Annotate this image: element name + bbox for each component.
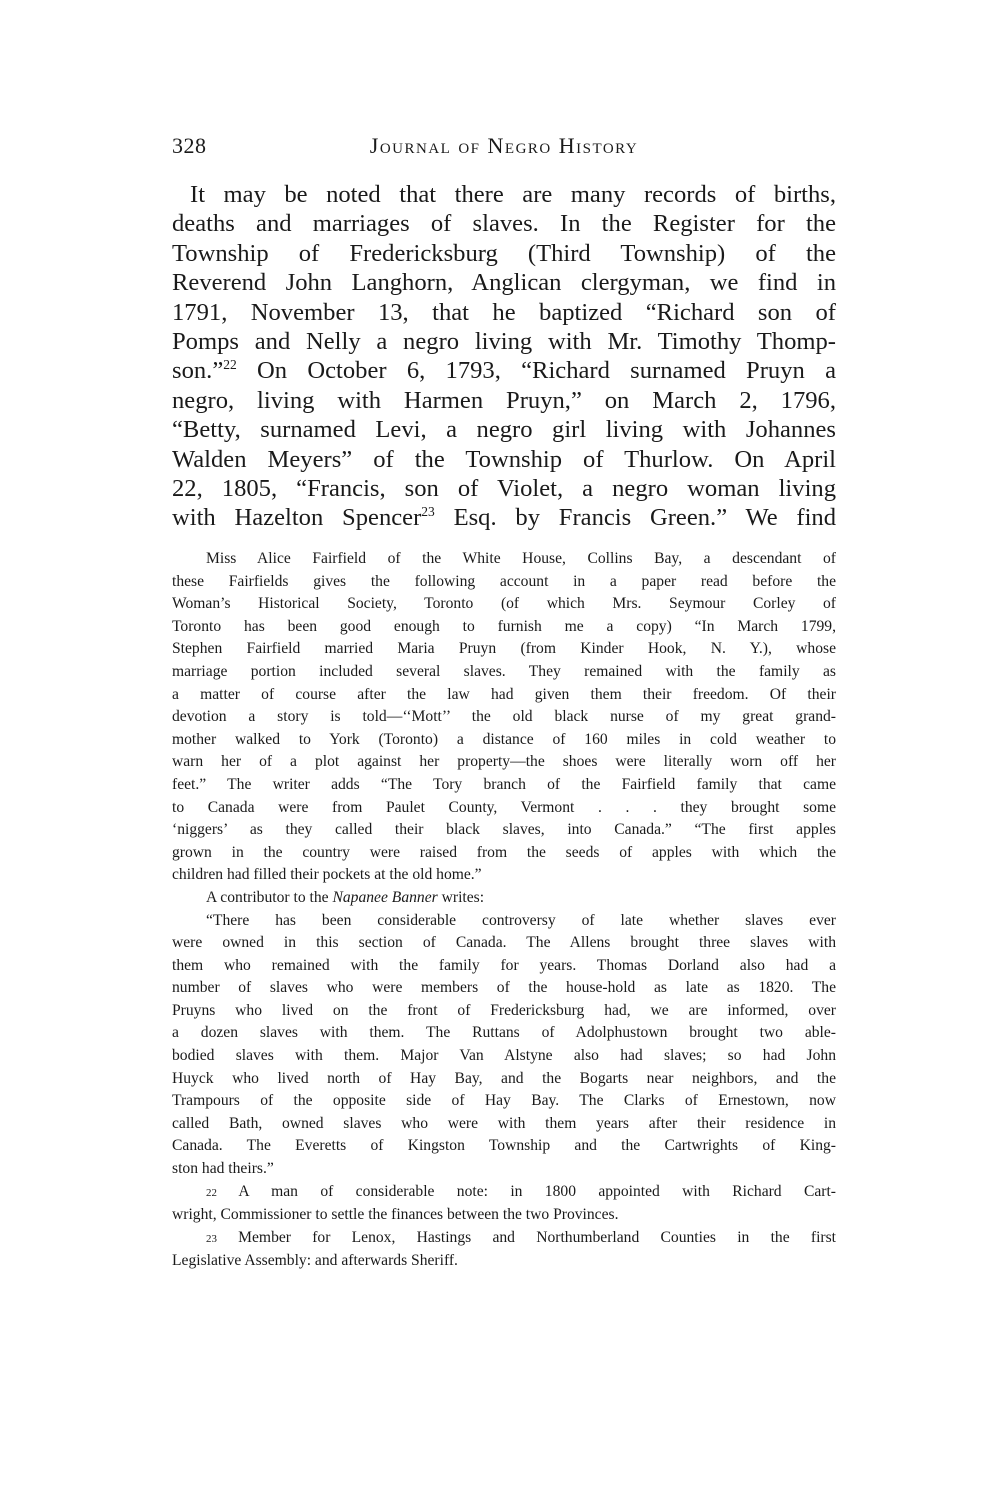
quote-line: were owned in this section of Canada. The Allens brought three slaves with [172,934,836,952]
napanee-quote [172,910,836,1181]
body-line [172,503,836,532]
note-line: Woman’s Historical Society, Toronto (of which Mrs. Seymour Corley of [172,595,836,613]
note-line: these Fairfields gives the following account in a paper read before the [172,572,836,590]
quote-line: bodied slaves with them. Major Van Alstyne also had slaves; so had John [172,1047,836,1065]
body-line: negro, living with Harmen Pruyn,” on March 2, 1796, [172,386,836,414]
footnote-mark: 22 [206,1186,217,1199]
footnote-line: Legislative Assembly: and afterwards Sheriff. [172,1252,458,1270]
body-text-fragment: Esq. by Francis Green.” We find [434,504,837,532]
footnote-mark: 23 [206,1232,217,1245]
page-number: 328 [172,133,207,158]
quote-line: Trampours of the opposite side of Hay Bay. The Clarks of Ernestown, now [172,1092,836,1110]
body-line: 22, 1805, “Francis, son of Violet, a negro woman living [172,475,836,503]
body-text-fragment: son.” [172,357,224,385]
quote-line: Huyck who lived north of Hay Bay, and the Bogarts near neighbors, and the [172,1069,836,1087]
note-line: warn her of a plot against her property—the shoes were literally worn off her [172,753,836,771]
quote-line: “There has been considerable controversy of late whether slaves ever [206,911,836,929]
quote-line: called Bath, owned slaves who were with them years after their residence in [172,1114,836,1132]
body-text-fragment: On October 6, 1793, “Richard surnamed Pruyn a [236,357,836,385]
body-line: Reverend John Langhorn, Anglican clergyman, we find in [172,269,836,297]
main-text [172,180,836,533]
quote-line: a dozen slaves with them. The Ruttans of Adolphustown brought two able- [172,1024,836,1042]
contributor-line [172,887,836,910]
page-header [172,133,836,163]
note-line: Miss Alice Fairfield of the White House, Collins Bay, a descendant of [206,550,836,567]
contributor-suffix: writes: [437,888,485,906]
body-line: “Betty, surnamed Levi, a negro girl living with Johannes [172,416,836,444]
running-title: Journal of Negro History [369,133,639,158]
footnote-23 [172,1227,836,1273]
newspaper-title: Napanee Banner [332,888,438,906]
body-line: Pomps and Nelly a negro living with Mr. Timothy Thomp- [172,328,836,356]
note-line: Toronto has been good enough to furnish me a copy) “In March 1799, [172,617,836,635]
note-line: a matter of course after the law had given them their freedom. Of their [172,685,836,703]
body-line: It may be noted that there are many records of births, [190,181,836,208]
footnote-line: wright, Commissioner to settle the finances between the two Provinces. [172,1206,619,1224]
footnote-text: Member for Lenox, Hastings and Northumberland Counties in the first [216,1228,836,1246]
footnote-ref-22: 22 [223,357,237,373]
quote-line: Canada. The Everetts of Kingston Township and the Cartwrights of King- [172,1137,836,1155]
note-line: ‘niggers’ as they called their black slaves, into Canada.” “The first apples [172,821,836,839]
contributor-intro: A contributor to the [206,888,333,906]
quote-line: them who remained with the family for years. Thomas Dorland also had a [172,956,836,974]
footnote-line [172,1181,836,1205]
fairfield-note [172,548,836,887]
body-line: Township of Fredericksburg (Third Township) of the [172,239,836,267]
note-line: marriage portion included several slaves. They remained with the family as [172,662,836,680]
footnote-line [172,1227,836,1251]
body-line: deaths and marriages of slaves. In the Register for the [172,210,836,238]
footnote-text: A man of considerable note: in 1800 appointed with Richard Cart- [216,1182,836,1200]
note-line: Stephen Fairfield married Maria Pruyn (from Kinder Hook, N. Y.), whose [172,640,836,658]
footnote-ref-23: 23 [421,504,435,520]
note-line: feet.” The writer adds “The Tory branch of the Fairfield family that came [172,775,836,793]
quote-line: Pruyns who lived on the front of Fredericksburg had, we are informed, over [172,1001,836,1019]
body-line [172,356,836,385]
quote-line: number of slaves who were members of the house-hold as late as 1820. The [172,979,836,997]
note-line: grown in the country were raised from the seeds of apples with which the [172,843,836,861]
note-line [172,887,836,910]
note-line: to Canada were from Paulet County, Vermont . . . they brought some [172,798,836,816]
footnote-22 [172,1181,836,1227]
quote-line: ston had theirs.” [172,1160,274,1178]
notes-section [172,548,836,1273]
note-line: mother walked to York (Toronto) a distance of 160 miles in cold weather to [172,730,836,748]
note-line: children had filled their pockets at the old home.” [172,866,482,884]
note-line: devotion a story is told—‘‘Mott’’ the old black nurse of my great grand- [172,708,836,726]
body-line: Walden Meyers” of the Township of Thurlow. On April [172,445,836,473]
body-line: 1791, November 13, that he baptized “Richard son of [172,298,836,326]
body-text-fragment: with Hazelton Spencer [172,504,422,532]
